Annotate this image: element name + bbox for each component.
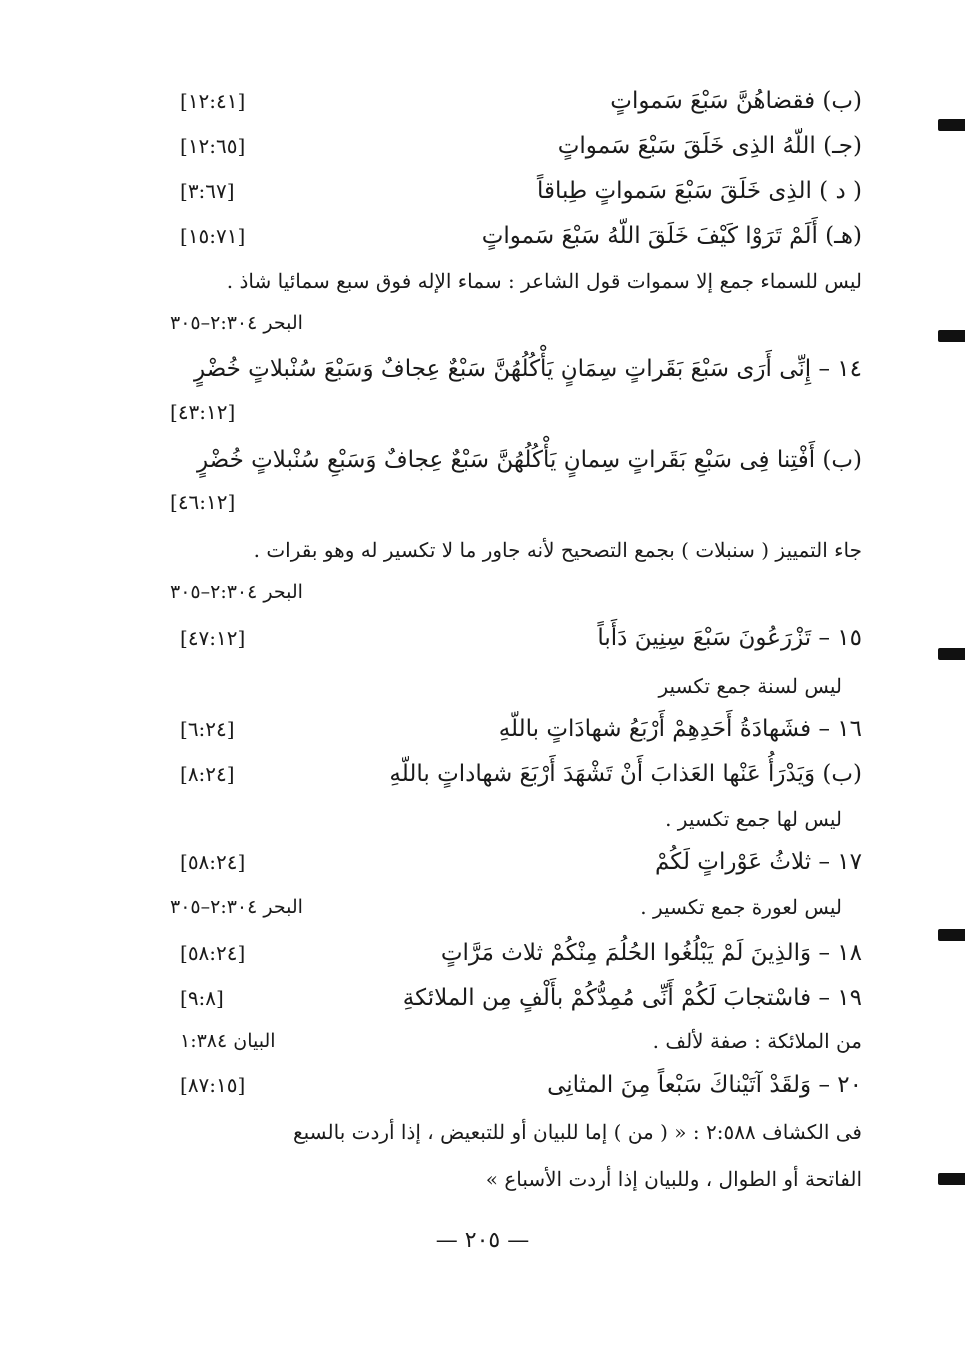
verse-reference: [٥٨:٢٤] — [180, 941, 246, 965]
reference-line — [170, 480, 862, 524]
verse-reference: [٤٣:١٢] — [170, 400, 236, 424]
scan-margin-mark — [938, 1173, 965, 1185]
scan-margin-mark — [938, 330, 965, 342]
page-number: — ٢٠٥ — — [435, 1228, 530, 1253]
commentary-line — [170, 664, 862, 708]
commentary-text: من الملائكة : صفة لألف . — [652, 1029, 862, 1053]
verse-text: (ب) أَفْتِنا فِى سَبْعِ بَقَراتٍ سِمانٍ يَأْكُلُهُنَّ سَبْعٌ عِجافٌ وَسَبْعِ سُنْبلاتٍ خُضْرٍ — [196, 447, 862, 473]
verse-reference: [٥٨:٢٤] — [180, 850, 246, 874]
verse-reference: [٨:٢٤] — [180, 762, 235, 786]
verse-reference: [٦:٢٤] — [180, 717, 235, 741]
commentary-line — [170, 1110, 862, 1154]
verse-text: ١٧ – ثلاثُ عَوْراتٍ لَكُمْ — [654, 849, 862, 875]
text-line — [170, 752, 862, 796]
commentary-text: ليس لعورة جمع تكسير . — [640, 895, 842, 919]
verse-reference: [٨٧:١٥] — [180, 1073, 246, 1097]
verse-reference: [٣:٦٧] — [180, 179, 235, 203]
source-line — [170, 570, 862, 614]
verse-text: ( د ) الذِى خَلَقَ سَبْعَ سَمواتٍ طِباقاً — [536, 178, 862, 204]
verse-reference: [٩:٨] — [180, 986, 224, 1010]
commentary-line — [170, 1157, 862, 1201]
commentary-text: الفاتحة أو الطوال ، وللبيان إذا أردت الأسباع » — [485, 1167, 862, 1191]
source-line — [170, 301, 862, 345]
scan-margin-mark — [938, 119, 965, 131]
text-line — [170, 707, 862, 751]
text-line — [170, 1063, 862, 1107]
commentary-text: ليس لسنة جمع تكسير — [658, 674, 842, 698]
commentary-line — [170, 259, 862, 303]
commentary-line — [170, 797, 862, 841]
commentary-text: ليس لها جمع تكسير . — [665, 807, 842, 831]
commentary-text: فى الكشاف ٢:٥٨٨ : « ( من ) إما للبيان أو للتبعيض ، إذا أردت بالسبع — [292, 1120, 862, 1144]
scan-margin-mark — [938, 648, 965, 660]
reference-line — [170, 390, 862, 434]
source-citation: البحر ٢:٣٠٤–٣٠٥ — [170, 312, 303, 334]
commentary-text: ليس للسماء جمع إلا سموات قول الشاعر : سماء الإله فوق سبع سمائيا شاذ . — [226, 269, 862, 293]
source-citation: البيان ١:٣٨٤ — [180, 1030, 276, 1052]
text-line — [170, 169, 862, 213]
text-line — [170, 214, 862, 258]
text-line — [170, 438, 862, 482]
verse-text: (جـ) اللّهُ الذِى خَلَقَ سَبْعَ سَمواتٍ — [557, 133, 862, 159]
verse-text: ٢٠ – وَلقَدْ آتَيْناكَ سَبْعاً مِنَ المثانِى — [547, 1072, 862, 1098]
text-line — [170, 347, 862, 391]
verse-text: ١٤ – إِنِّى أَرَى سَبْعَ بَقَراتٍ سِمَانٍ يَأْكُلُهُنَّ سَبْعٌ عِجافٌ وَسَبْعَ سُنْبلاتٍ خُضْرٍ — [194, 356, 862, 382]
commentary-line — [170, 528, 862, 572]
verse-text: (ب) فقضاهُنَّ سَبْعَ سَمواتٍ — [610, 88, 862, 114]
verse-text: ١٨ – وَالذِينَ لَمْ يَبْلُغُوا الحُلُمَ مِنْكُمْ ثلاث مَرَّاتٍ — [440, 940, 862, 966]
verse-reference: [٤٧:١٢] — [180, 626, 246, 650]
verse-text: ١٥ – تَزْرَعُونَ سَبْعَ سِنِينَ دَأَباً — [597, 625, 862, 651]
scan-margin-mark — [938, 929, 965, 941]
text-line — [170, 79, 862, 123]
verse-reference: [١٢:٤١] — [180, 89, 246, 113]
verse-text: ١٦ – فشَهادَةُ أَحَدِهِمْ أَرْبَعُ شهادَاتٍ باللّهِ — [498, 716, 862, 742]
source-citation: البحر ٢:٣٠٤–٣٠٥ — [170, 896, 303, 918]
text-line — [170, 931, 862, 975]
verse-reference: [١٢:٦٥] — [180, 134, 246, 158]
verse-text: (ب) وَيَدْرَأُ عَنْها العَذابَ أَنْ تَشْهَدَ أَرْبَعَ شهاداتٍ باللّهِ — [389, 761, 862, 787]
verse-reference: [١٥:٧١] — [180, 224, 246, 248]
verse-text: (هـ) أَلَمْ تَرَوْا كَيْفَ خَلَقَ اللّهُ سَبْعَ سَمواتٍ — [481, 223, 862, 249]
commentary-line — [170, 1019, 862, 1063]
text-line — [170, 976, 862, 1020]
commentary-text: جاء التمييز ( سنبلات ) بجمع التصحيح لأنه جاور ما لا تكسير له وهو بقرات . — [253, 538, 862, 562]
verse-text: ١٩ – فاسْتجابَ لَكُمْ أَنِّى مُمِدُّكُمْ بأَلْفٍ مِن الملائكةِ — [402, 985, 862, 1011]
text-line — [170, 616, 862, 660]
source-citation: البحر ٢:٣٠٤–٣٠٥ — [170, 581, 303, 603]
commentary-line — [170, 885, 862, 929]
text-line — [170, 124, 862, 168]
verse-reference: [٤٦:١٢] — [170, 490, 236, 514]
text-line — [170, 840, 862, 884]
